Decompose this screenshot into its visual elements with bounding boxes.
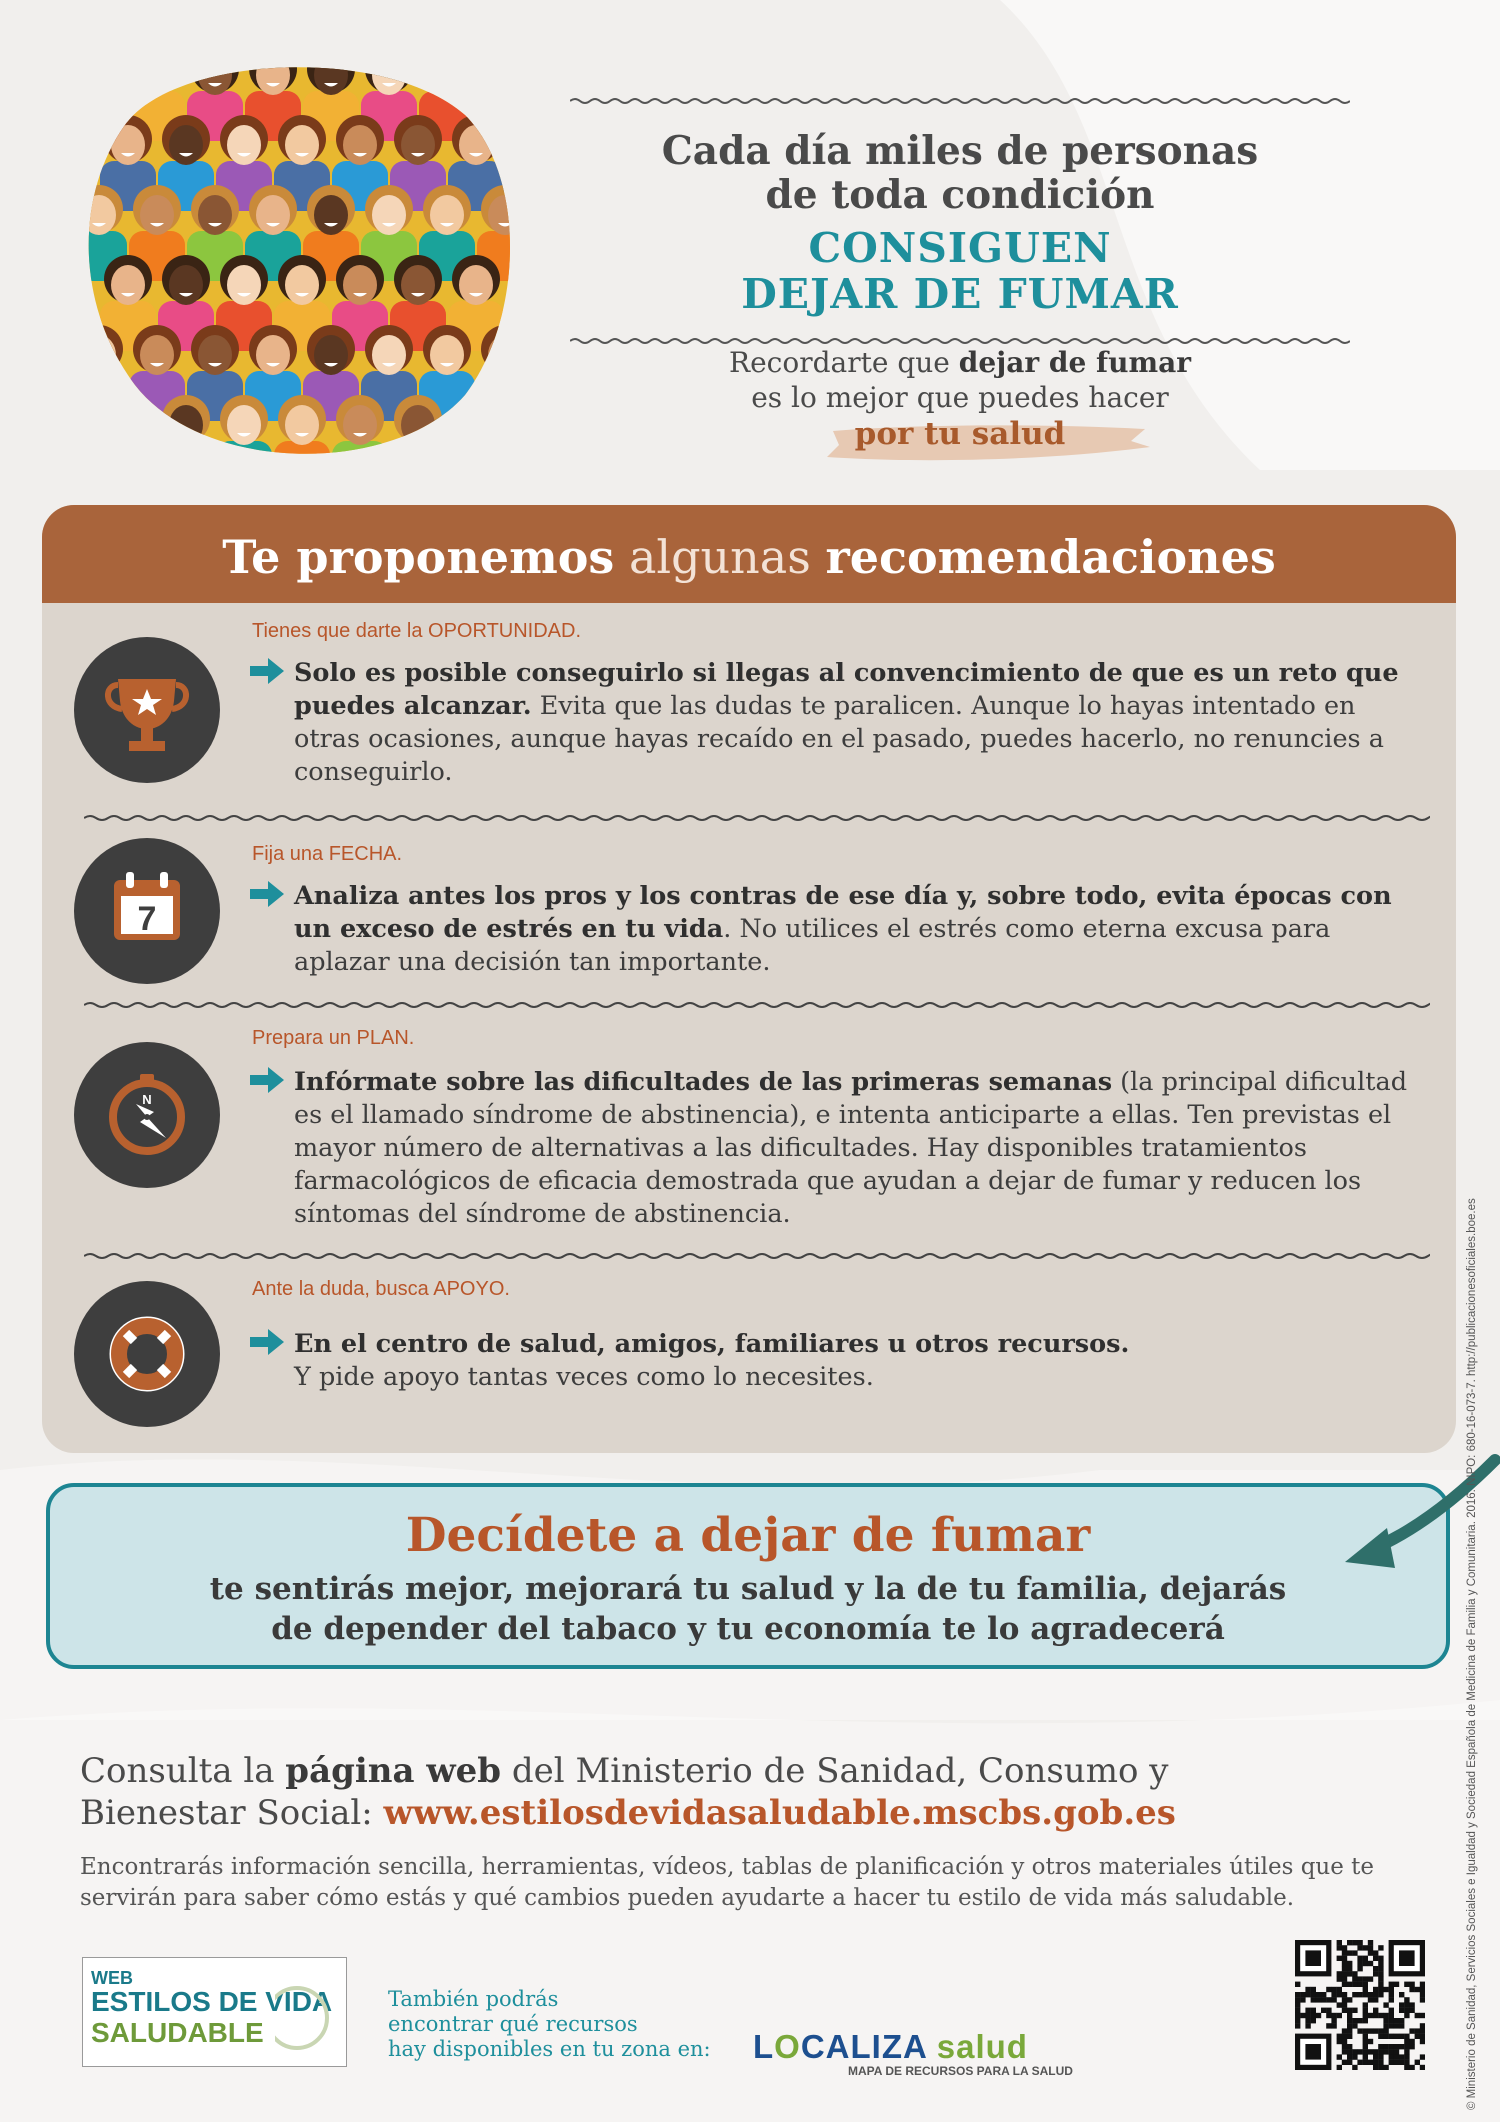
trophy-icon <box>74 637 220 783</box>
item-body <box>294 1066 1414 1231</box>
svg-text:N: N <box>142 1092 152 1107</box>
header-headline-box <box>570 95 1350 347</box>
remind-emph: por tu salud <box>854 416 1066 452</box>
calendar-icon <box>74 838 220 984</box>
info-text: Encontrarás información sencilla, herramientas, vídeos, tablas de planificación y otros materiales útiles que te servirán para saber cómo estás y qué cambios pueden ayudarte a hacer tu estilo de vida más saludable. <box>80 1854 1375 1911</box>
copyright-vertical: © Ministerio de Sanidad, Servicios Sociales e Igualdad y Sociedad Española de Medicina de Familia y Comunitaria. 2016. NIPO: 680-16-073-7. http://publicacionesoficiales.boe.es <box>1466 1198 1478 2110</box>
consult-text <box>80 1750 1440 1834</box>
item-text: . No utilices el estrés como eterna excusa para aplazar una decisión tan importante. <box>294 914 1331 977</box>
arrow-icon <box>250 1329 284 1355</box>
decide-title: Decídete a dejar de fumar <box>405 1508 1091 1563</box>
item-kicker: Tienes que darte la OPORTUNIDAD. <box>252 620 582 642</box>
remind-line-2: es lo mejor que puedes hacer <box>751 381 1169 414</box>
headline-line-2: de toda condición <box>765 172 1155 218</box>
headline-line-1: Cada día miles de personas <box>661 128 1259 174</box>
compass-icon <box>74 1042 220 1188</box>
lifebuoy-icon <box>74 1281 220 1427</box>
qr-code-icon[interactable] <box>1295 1940 1425 2070</box>
recommendations-panel <box>42 505 1456 1453</box>
item-kicker: Ante la duda, busca APOYO. <box>252 1278 510 1300</box>
consult-line-2: Bienestar Social: <box>80 1793 384 1833</box>
decide-box <box>46 1483 1450 1669</box>
logo-localiza: CALIZA <box>800 2028 927 2065</box>
calendar-day: 7 <box>137 900 157 938</box>
tambien-line-2: encontrar qué recursos <box>388 2012 638 2036</box>
arrow-icon <box>250 1067 284 1093</box>
logo-letter-l: L <box>753 2028 775 2065</box>
logo-line-3: SALUDABLE <box>91 2017 264 2048</box>
item-body <box>294 880 1414 979</box>
website-link[interactable]: www.estilosdevidasaludable.mscbs.gob.es <box>383 1793 1176 1833</box>
item-text: Evita que las dudas te paralicen. Aunque lo hayas intentado en otras ocasiones, aunque hayas recaído en el pasado, puedes hacerlo, no renuncies a conseguirlo. <box>294 691 1384 787</box>
logo-line-1: WEB <box>91 1968 133 1988</box>
logo-letter-o: O <box>774 2028 801 2065</box>
item-bold: Solo es posible conseguirlo si llegas al convencimiento de que es un reto que puedes alcanzar. <box>294 658 1399 721</box>
arrow-icon <box>250 881 284 907</box>
consult-bold: página web <box>285 1751 502 1791</box>
tambien-text <box>388 1987 711 2062</box>
web-estilos-logo[interactable] <box>82 1957 347 2067</box>
decide-subtitle <box>50 1569 1446 1649</box>
item-body <box>294 1328 1414 1394</box>
item-bold: Infórmate sobre las dificultades de las primeras semanas <box>294 1067 1113 1097</box>
remind-text <box>620 345 1300 452</box>
decide-line-1: te sentirás mejor, mejorará tu salud y la de tu familia, dejarás <box>209 1571 1287 1607</box>
item-bold: En el centro de salud, amigos, familiares u otros recursos. <box>294 1329 1130 1359</box>
panel-title <box>42 505 1456 603</box>
headline-highlight <box>570 225 1350 317</box>
decide-line-2: de depender del tabaco y tu economía te lo agradecerá <box>271 1611 1225 1647</box>
crowd-illustration <box>85 55 515 460</box>
item-text: Y pide apoyo tantas veces como lo necesites. <box>294 1362 874 1392</box>
item-text: (la principal dificultad es el llamado síndrome de abstinencia), e intenta anticiparte a ellas. Ten previstas el mayor número de alternativas a las dificultades. Hay disponibles tratamientos farmacológicos de eficacia demostrada que ayudan a dejar de fumar y reducen los síntomas del síndrome de abstinencia. <box>294 1067 1408 1229</box>
wavy-divider <box>570 95 1350 107</box>
highlight-line-1: CONSIGUEN <box>808 224 1112 272</box>
item-body <box>294 657 1414 789</box>
arrow-icon <box>250 658 284 684</box>
remind-bold: dejar de fumar <box>958 346 1191 379</box>
consult-pre: Consulta la <box>80 1751 286 1791</box>
wavy-separator <box>84 1000 1430 1010</box>
logo-line-2: ESTILOS DE VIDA <box>91 1986 333 2017</box>
highlight-line-2: DEJAR DE FUMAR <box>741 270 1179 318</box>
logo-salud: salud <box>926 2028 1028 2065</box>
tambien-line-3: hay disponibles en tu zona en: <box>388 2037 711 2061</box>
title-light: algunas <box>614 530 826 584</box>
tambien-line-1: También podrás <box>388 1987 559 2011</box>
consult-post: del Ministerio de Sanidad, Consumo y <box>501 1751 1169 1791</box>
salud-emphasis <box>855 417 1066 452</box>
logo-ring-icon <box>275 1972 337 2054</box>
logo-subtitle: MAPA DE RECURSOS PARA LA SALUD <box>848 2064 1073 2078</box>
item-bold: Analiza antes los pros y los contras de ese día y, sobre todo, evita épocas con un exceso de estrés en tu vida <box>294 881 1392 944</box>
localiza-salud-logo[interactable] <box>753 2028 1073 2078</box>
wavy-separator <box>84 813 1430 823</box>
item-kicker: Prepara un PLAN. <box>252 1027 415 1049</box>
headline <box>570 129 1350 217</box>
title-bold-1: Te proponemos <box>222 530 615 584</box>
item-kicker: Fija una FECHA. <box>252 843 403 865</box>
title-bold-2: recomendaciones <box>825 530 1276 584</box>
remind-pre: Recordarte que <box>729 346 959 379</box>
wavy-separator <box>84 1251 1430 1261</box>
